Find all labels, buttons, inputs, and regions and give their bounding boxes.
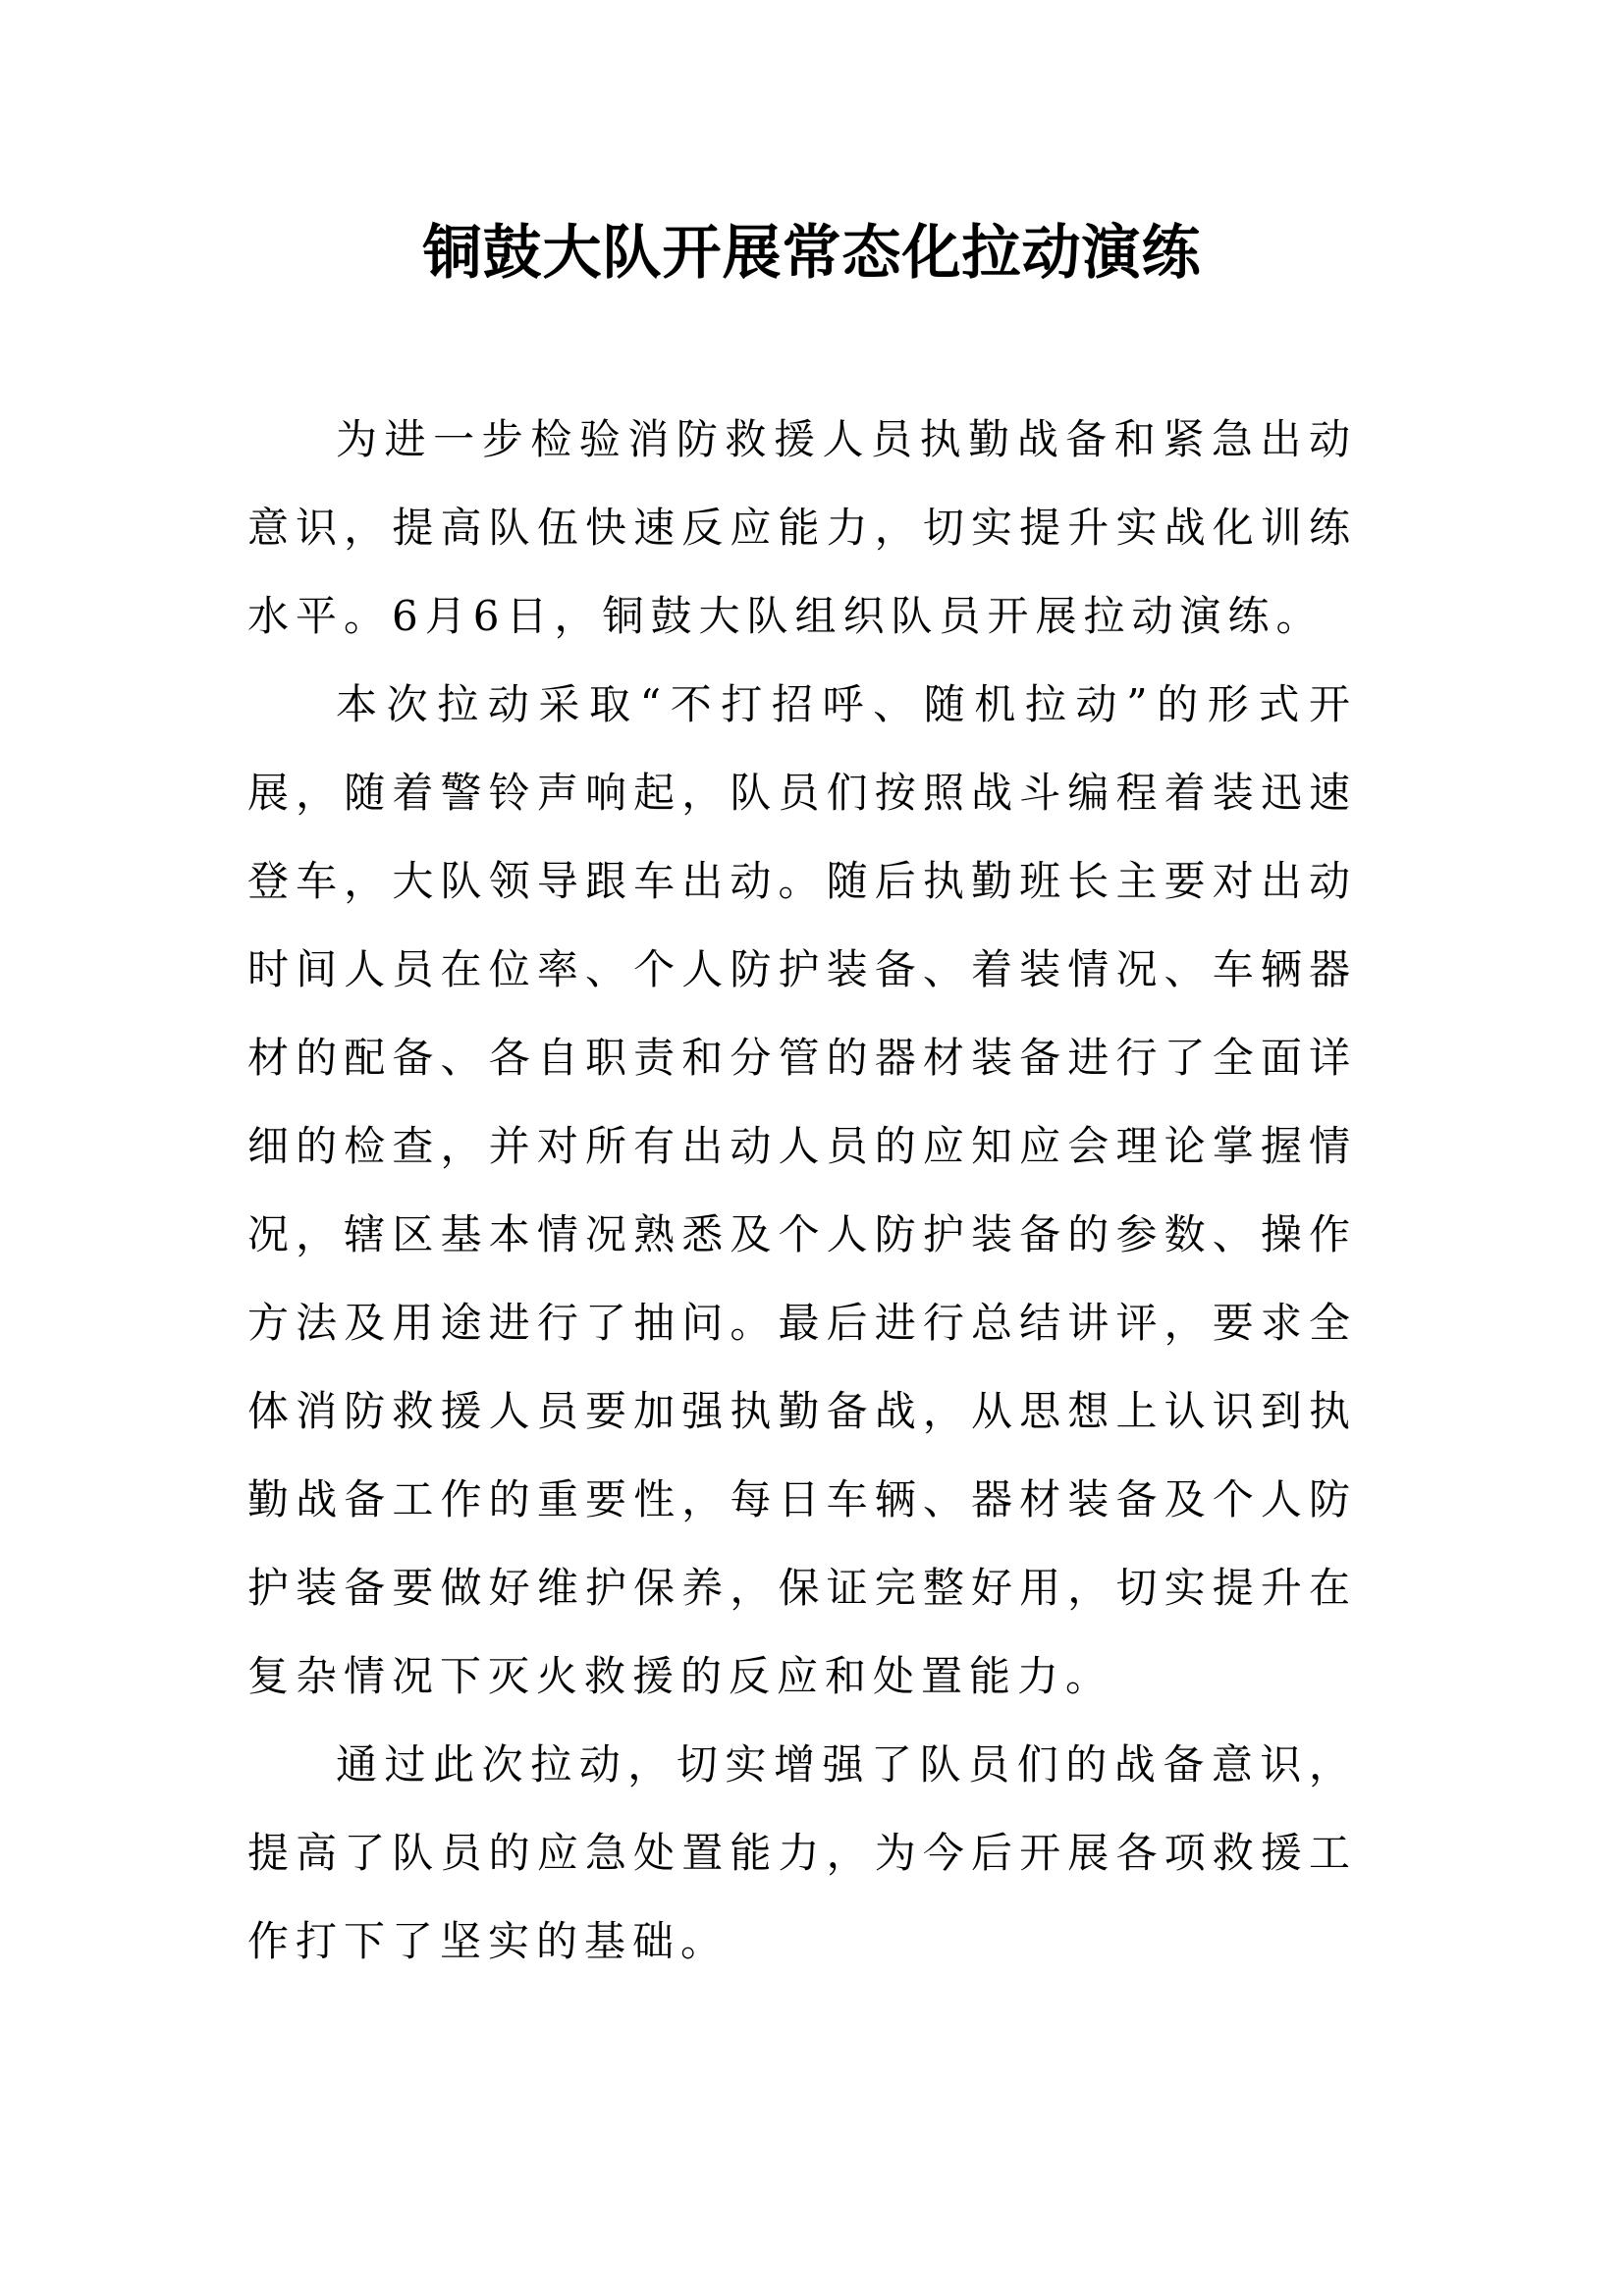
document-title: 铜鼓大队开展常态化拉动演练 [422, 219, 1202, 288]
paragraph-conclusion: 通过此次拉动，切实增强了队员们的战备意识，提高了队员的应急处置能力，为今后开展各项救援工作打下了坚实的基础。 [247, 1740, 1357, 1965]
paragraph-intro: 为进一步检验消防救援人员执勤战备和紧急出动意识，提高队伍快速反应能力，切实提升实战化训练水平。6月6日，铜鼓大队组织队员开展拉动演练。 [247, 415, 1357, 640]
document-body [247, 396, 1357, 1986]
paragraph-drill-details: 本次拉动采取“不打招呼、随机拉动”的形式开展，随着警铃声响起，队员们按照战斗编程着装迅速登车，大队领导跟车出动。随后执勤班长主要对出动时间人员在位率、个人防护装备、着装情况、车辆器材的配备、各自职责和分管的器材装备进行了全面详细的检查，并对所有出动人员的应知应会理论掌握情况，辖区基本情况熟悉及个人防护装备的参数、操作方法及用途进行了抽问。最后进行总结讲评，要求全体消防救援人员要加强执勤备战，从思想上认识到执勤战备工作的重要性，每日车辆、器材装备及个人防护装备要做好维护保养，保证完整好用，切实提升在复杂情况下灭火救援的反应和处置能力。 [247, 680, 1357, 1700]
